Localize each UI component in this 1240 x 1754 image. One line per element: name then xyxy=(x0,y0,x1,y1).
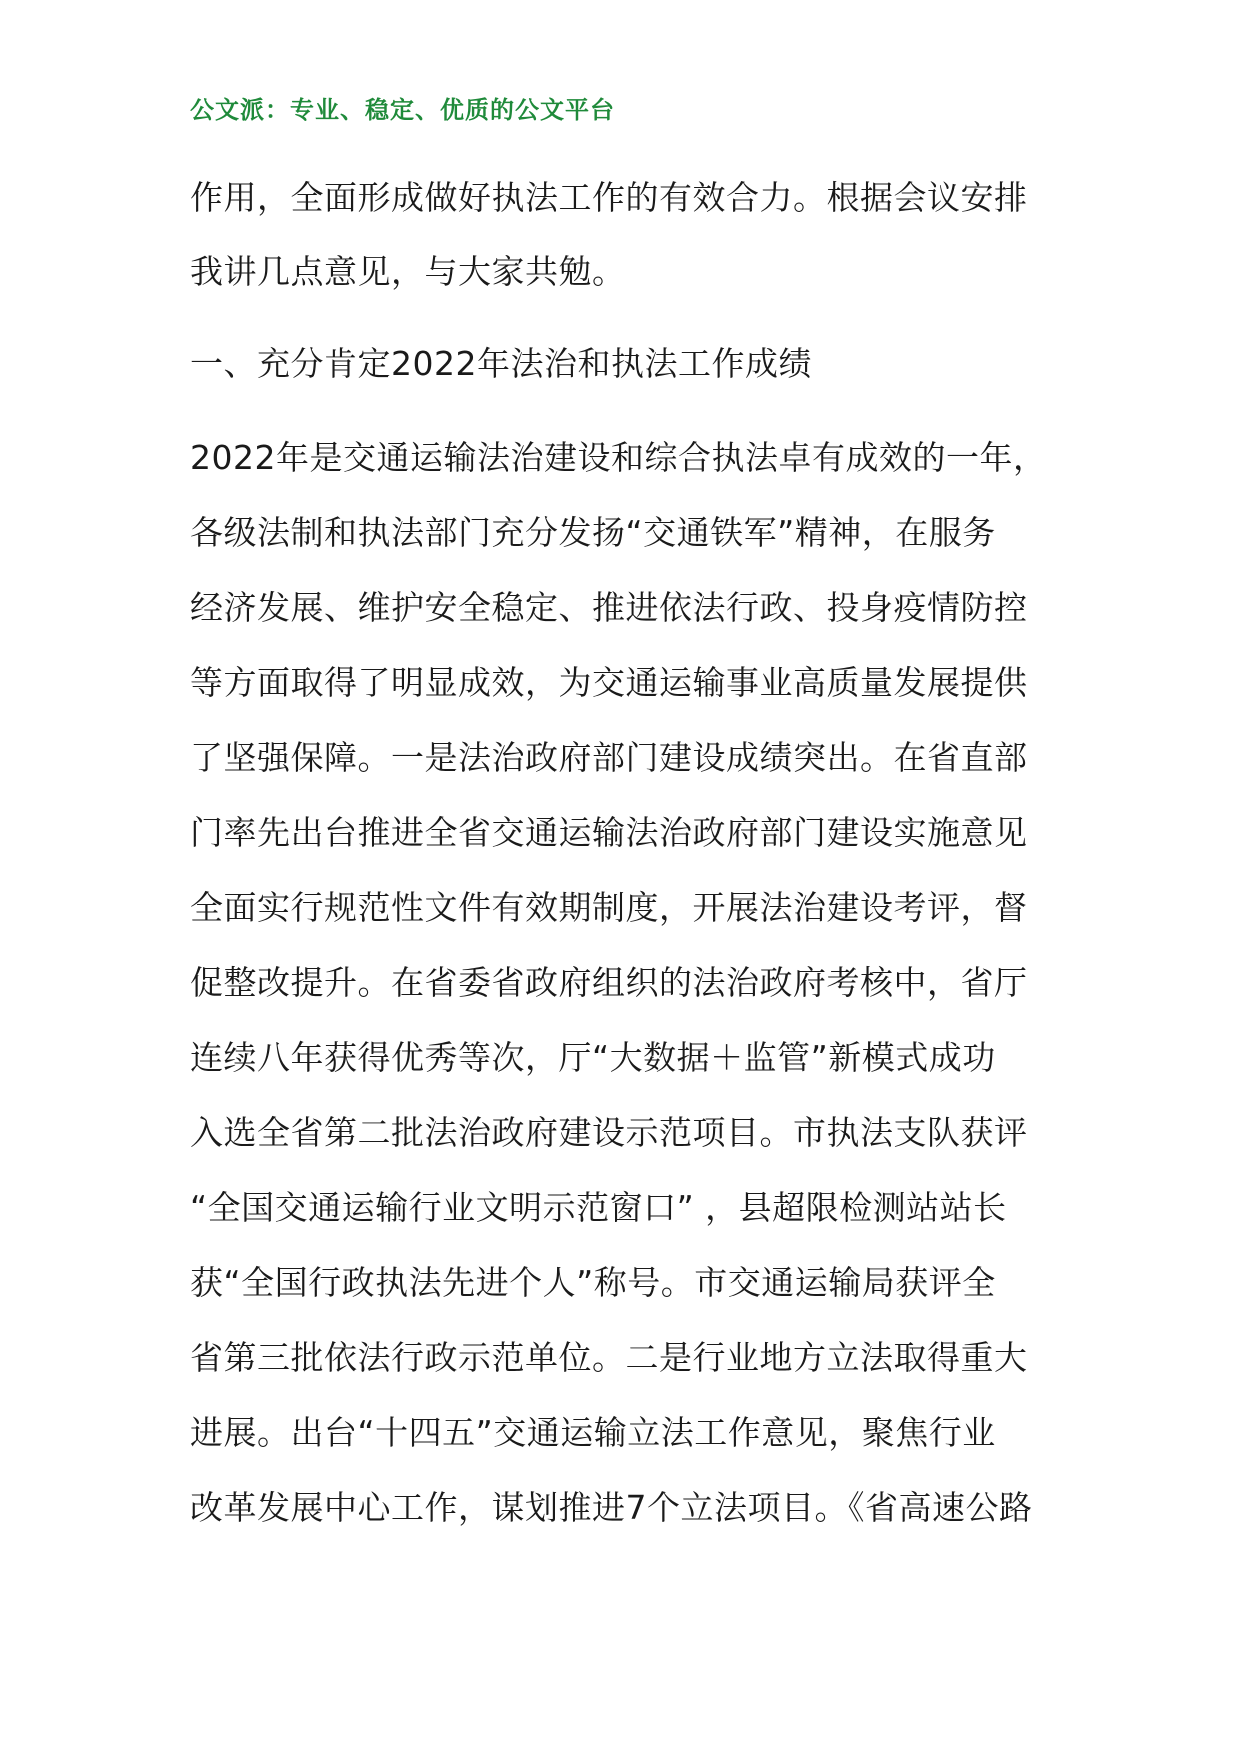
body-line: 2022年是交通运输法治建设和综合执法卓有成效的一年， xyxy=(190,438,1047,477)
body-line: 进展。出台“十四五”交通运输立法工作意见，聚焦行业 xyxy=(190,1413,996,1452)
body-line: 省第三批依法行政示范单位。二是行业地方立法取得重大 xyxy=(190,1338,1028,1377)
body-line: 我讲几点意见，与大家共勉。 xyxy=(190,252,626,291)
body-line: 全面实行规范性文件有效期制度，开展法治建设考评，督 xyxy=(190,888,1028,927)
body-line: 获“全国行政执法先进个人”称号。市交通运输局获评全 xyxy=(190,1263,996,1302)
body-line: “全国交通运输行业文明示范窗口” ，县超限检测站站长 xyxy=(190,1188,1007,1227)
body-line: 连续八年获得优秀等次，厅“大数据＋监管”新模式成功 xyxy=(190,1038,996,1077)
body-line: 作用，全面形成做好执法工作的有效合力。根据会议安排 xyxy=(190,178,1028,217)
section-heading: 一、充分肯定2022年法治和执法工作成绩 xyxy=(190,344,812,383)
site-header: 公文派：专业、稳定、优质的公文平台 xyxy=(190,96,615,124)
body-line: 经济发展、维护安全稳定、推进依法行政、投身疫情防控 xyxy=(190,588,1028,627)
body-line: 入选全省第二批法治政府建设示范项目。市执法支队获评 xyxy=(190,1113,1028,1152)
body-line: 促整改提升。在省委省政府组织的法治政府考核中，省厅 xyxy=(190,963,1028,1002)
body-line: 门率先出台推进全省交通运输法治政府部门建设实施意见 xyxy=(190,813,1028,852)
body-line: 了坚强保障。一是法治政府部门建设成绩突出。在省直部 xyxy=(190,738,1028,777)
body-line: 等方面取得了明显成效，为交通运输事业高质量发展提供 xyxy=(190,663,1028,702)
body-line: 改革发展中心工作，谋划推进7个立法项目。《省高速公路 xyxy=(190,1488,1033,1527)
body-line: 各级法制和执法部门充分发扬“交通铁军”精神，在服务 xyxy=(190,513,996,552)
